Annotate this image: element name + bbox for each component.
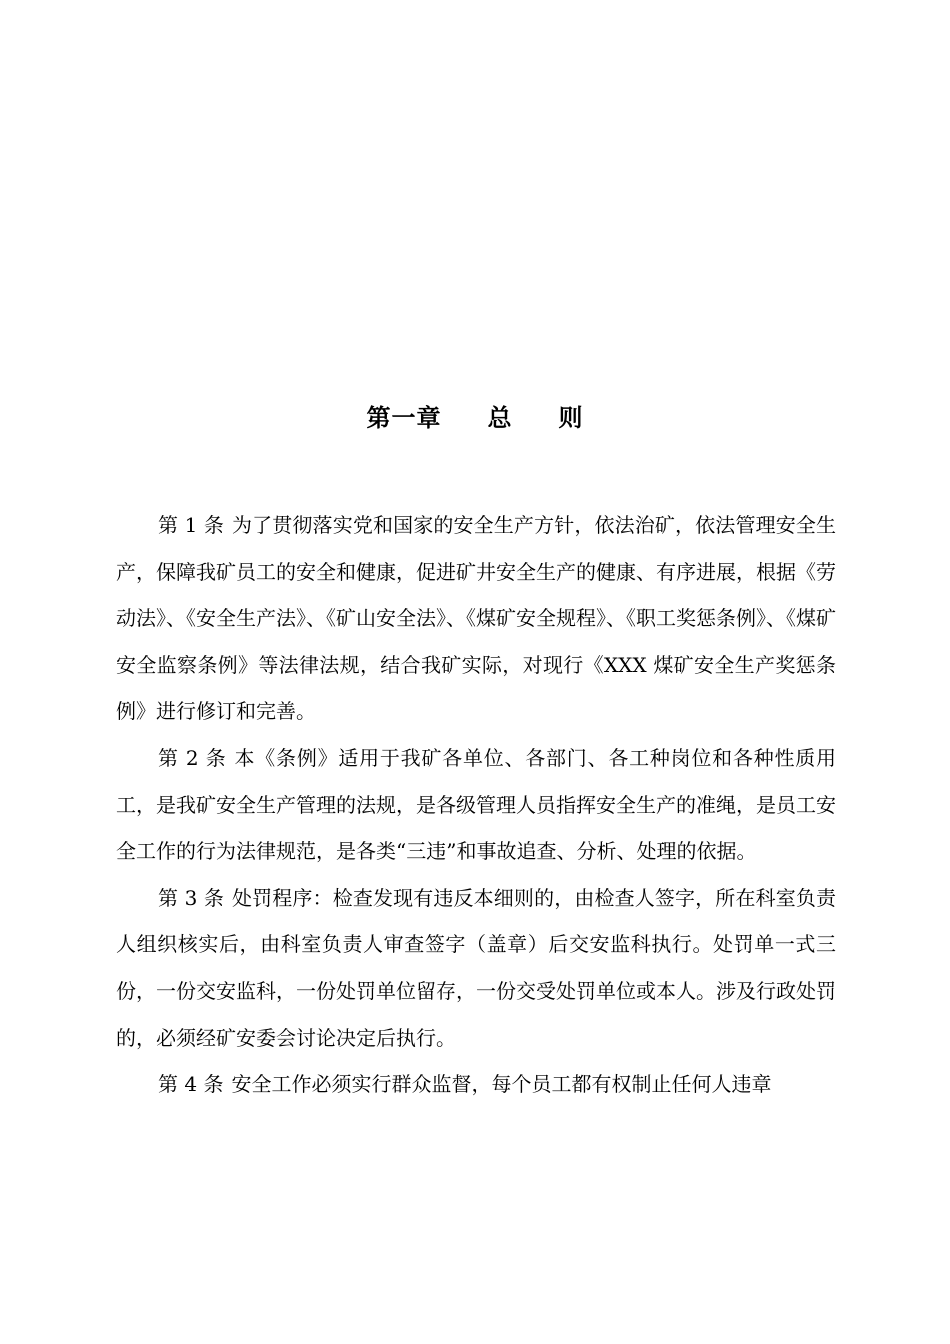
chapter-body (116, 502, 836, 1108)
article-number: 第 3 条 (158, 885, 224, 910)
article-text: 本《条例》适用于我矿各单位、各部门、各工种岗位和各种性质用工，是我矿安全生产管理的法规，是各级管理人员指挥安全生产的准绳，是员工安全工作的行为法律规范，是各类“三违”和事故追查、分析、处理的依据。 (116, 745, 836, 864)
article-1 (116, 502, 836, 735)
article-number: 第 2 条 (158, 745, 227, 770)
article-3 (116, 875, 836, 1061)
article-4 (116, 1061, 836, 1108)
article-text: 处罚程序：检查发现有违反本细则的，由检查人签字，所在科室负责人组织核实后，由科室负责人审查签字（盖章）后交安监科执行。处罚单一式三份，一份交安监科，一份处罚单位留存，一份交受处罚单位或本人。涉及行政处罚的，必须经矿安委会讨论决定后执行。 (116, 885, 836, 1050)
chapter-title (0, 398, 950, 438)
article-text: 为了贯彻落实党和国家的安全生产方针，依法治矿，依法管理安全生产，保障我矿员工的安全和健康，促进矿井安全生产的健康、有序进展，根据《劳动法》、《安全生产法》、《矿山安全法》、《煤矿安全规程》、《职工奖惩条例》、《煤矿安全监察条例》等法律法规，结合我矿实际，对现行《XXX 煤矿安全生产奖惩条例》进行修订和完善。 (116, 513, 836, 724)
article-number: 第 4 条 (158, 1072, 224, 1097)
chapter-heading-word-2: 则 (558, 404, 584, 432)
article-text: 安全工作必须实行群众监督，每个员工都有权制止任何人违章 (231, 1072, 772, 1097)
chapter-heading-number: 第一章 (366, 404, 442, 432)
article-2 (116, 735, 836, 875)
article-number: 第 1 条 (158, 513, 224, 537)
chapter-heading-word-1: 总 (487, 404, 513, 432)
